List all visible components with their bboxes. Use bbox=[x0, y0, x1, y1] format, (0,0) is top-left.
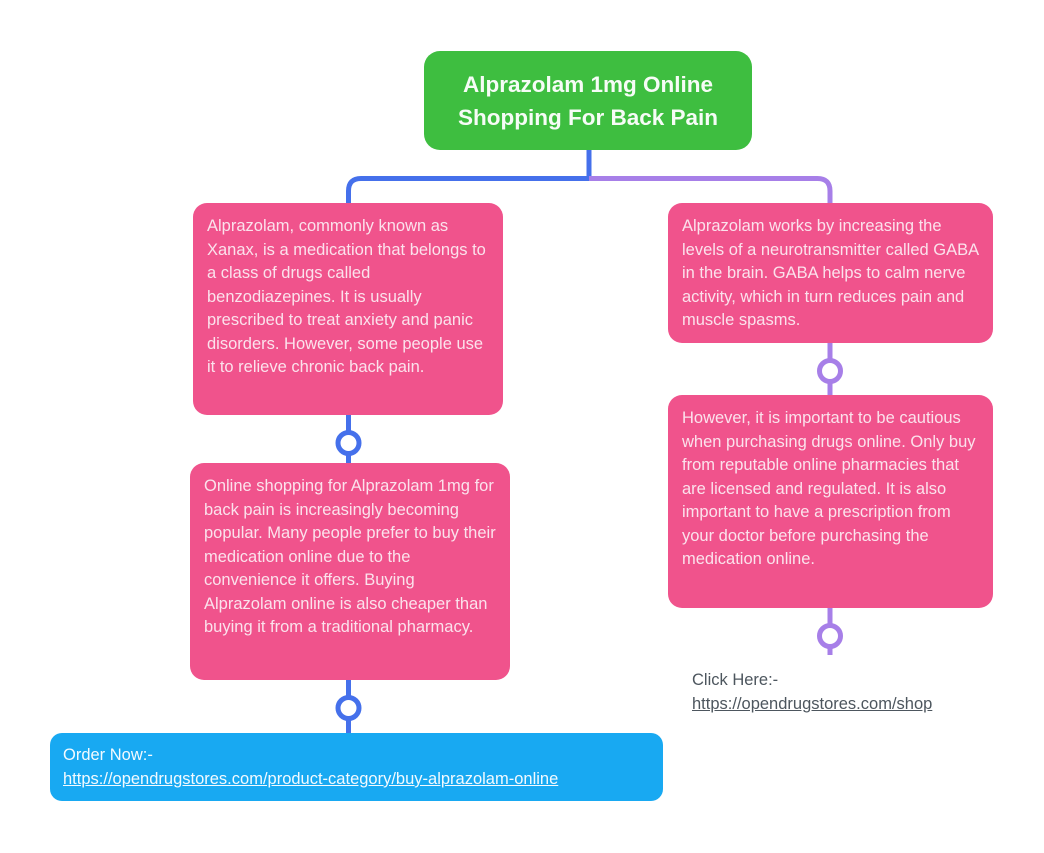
topic-node-how-it-works[interactable] bbox=[668, 203, 993, 343]
root-topic-node[interactable] bbox=[424, 51, 752, 150]
topic-text: Alprazolam, commonly known as Xanax, is a medication that belongs to a class of drugs called benzodiazepines. It is usually prescribed to treat anxiety and panic disorders. However, some people use it to relieve chronic back pain. bbox=[207, 217, 486, 376]
order-now-label: Order Now:- bbox=[63, 746, 153, 764]
root-topic-label: Alprazolam 1mg Online Shopping For Back Pain bbox=[457, 71, 719, 130]
click-here-link[interactable]: https://opendrugstores.com/shop bbox=[692, 695, 933, 713]
node-ring-left-1 bbox=[338, 433, 359, 454]
order-now-node[interactable] bbox=[50, 733, 663, 801]
click-here-note bbox=[692, 668, 1012, 716]
topic-node-caution[interactable] bbox=[668, 395, 993, 608]
node-ring-left-2 bbox=[338, 698, 359, 719]
topic-text: However, it is important to be cautious when purchasing drugs online. Only buy from reputable online pharmacies that are licensed and regulated. It is also important to have a prescription from your doctor before purchasing the medication online. bbox=[682, 409, 976, 568]
click-here-label: Click Here:- bbox=[692, 671, 779, 689]
branch-rail-left bbox=[349, 179, 590, 205]
topic-text: Alprazolam works by increasing the levels of a neurotransmitter called GABA in the brain. GABA helps to calm nerve activity, which in turn reduces pain and muscle spasms. bbox=[682, 217, 979, 329]
topic-node-alprazolam-description[interactable] bbox=[193, 203, 503, 415]
order-now-link[interactable]: https://opendrugstores.com/product-category/buy-alprazolam-online bbox=[63, 770, 559, 788]
topic-text: Online shopping for Alprazolam 1mg for back pain is increasingly becoming popular. Many people prefer to buy their medication online due to the convenience it offers. Buying Alprazolam online is also cheaper than buying it from a traditional pharmacy. bbox=[204, 477, 496, 636]
branch-rail-right bbox=[589, 179, 830, 205]
node-ring-right-1 bbox=[820, 361, 841, 382]
topic-node-online-shopping[interactable] bbox=[190, 463, 510, 680]
node-ring-right-2 bbox=[820, 626, 841, 647]
